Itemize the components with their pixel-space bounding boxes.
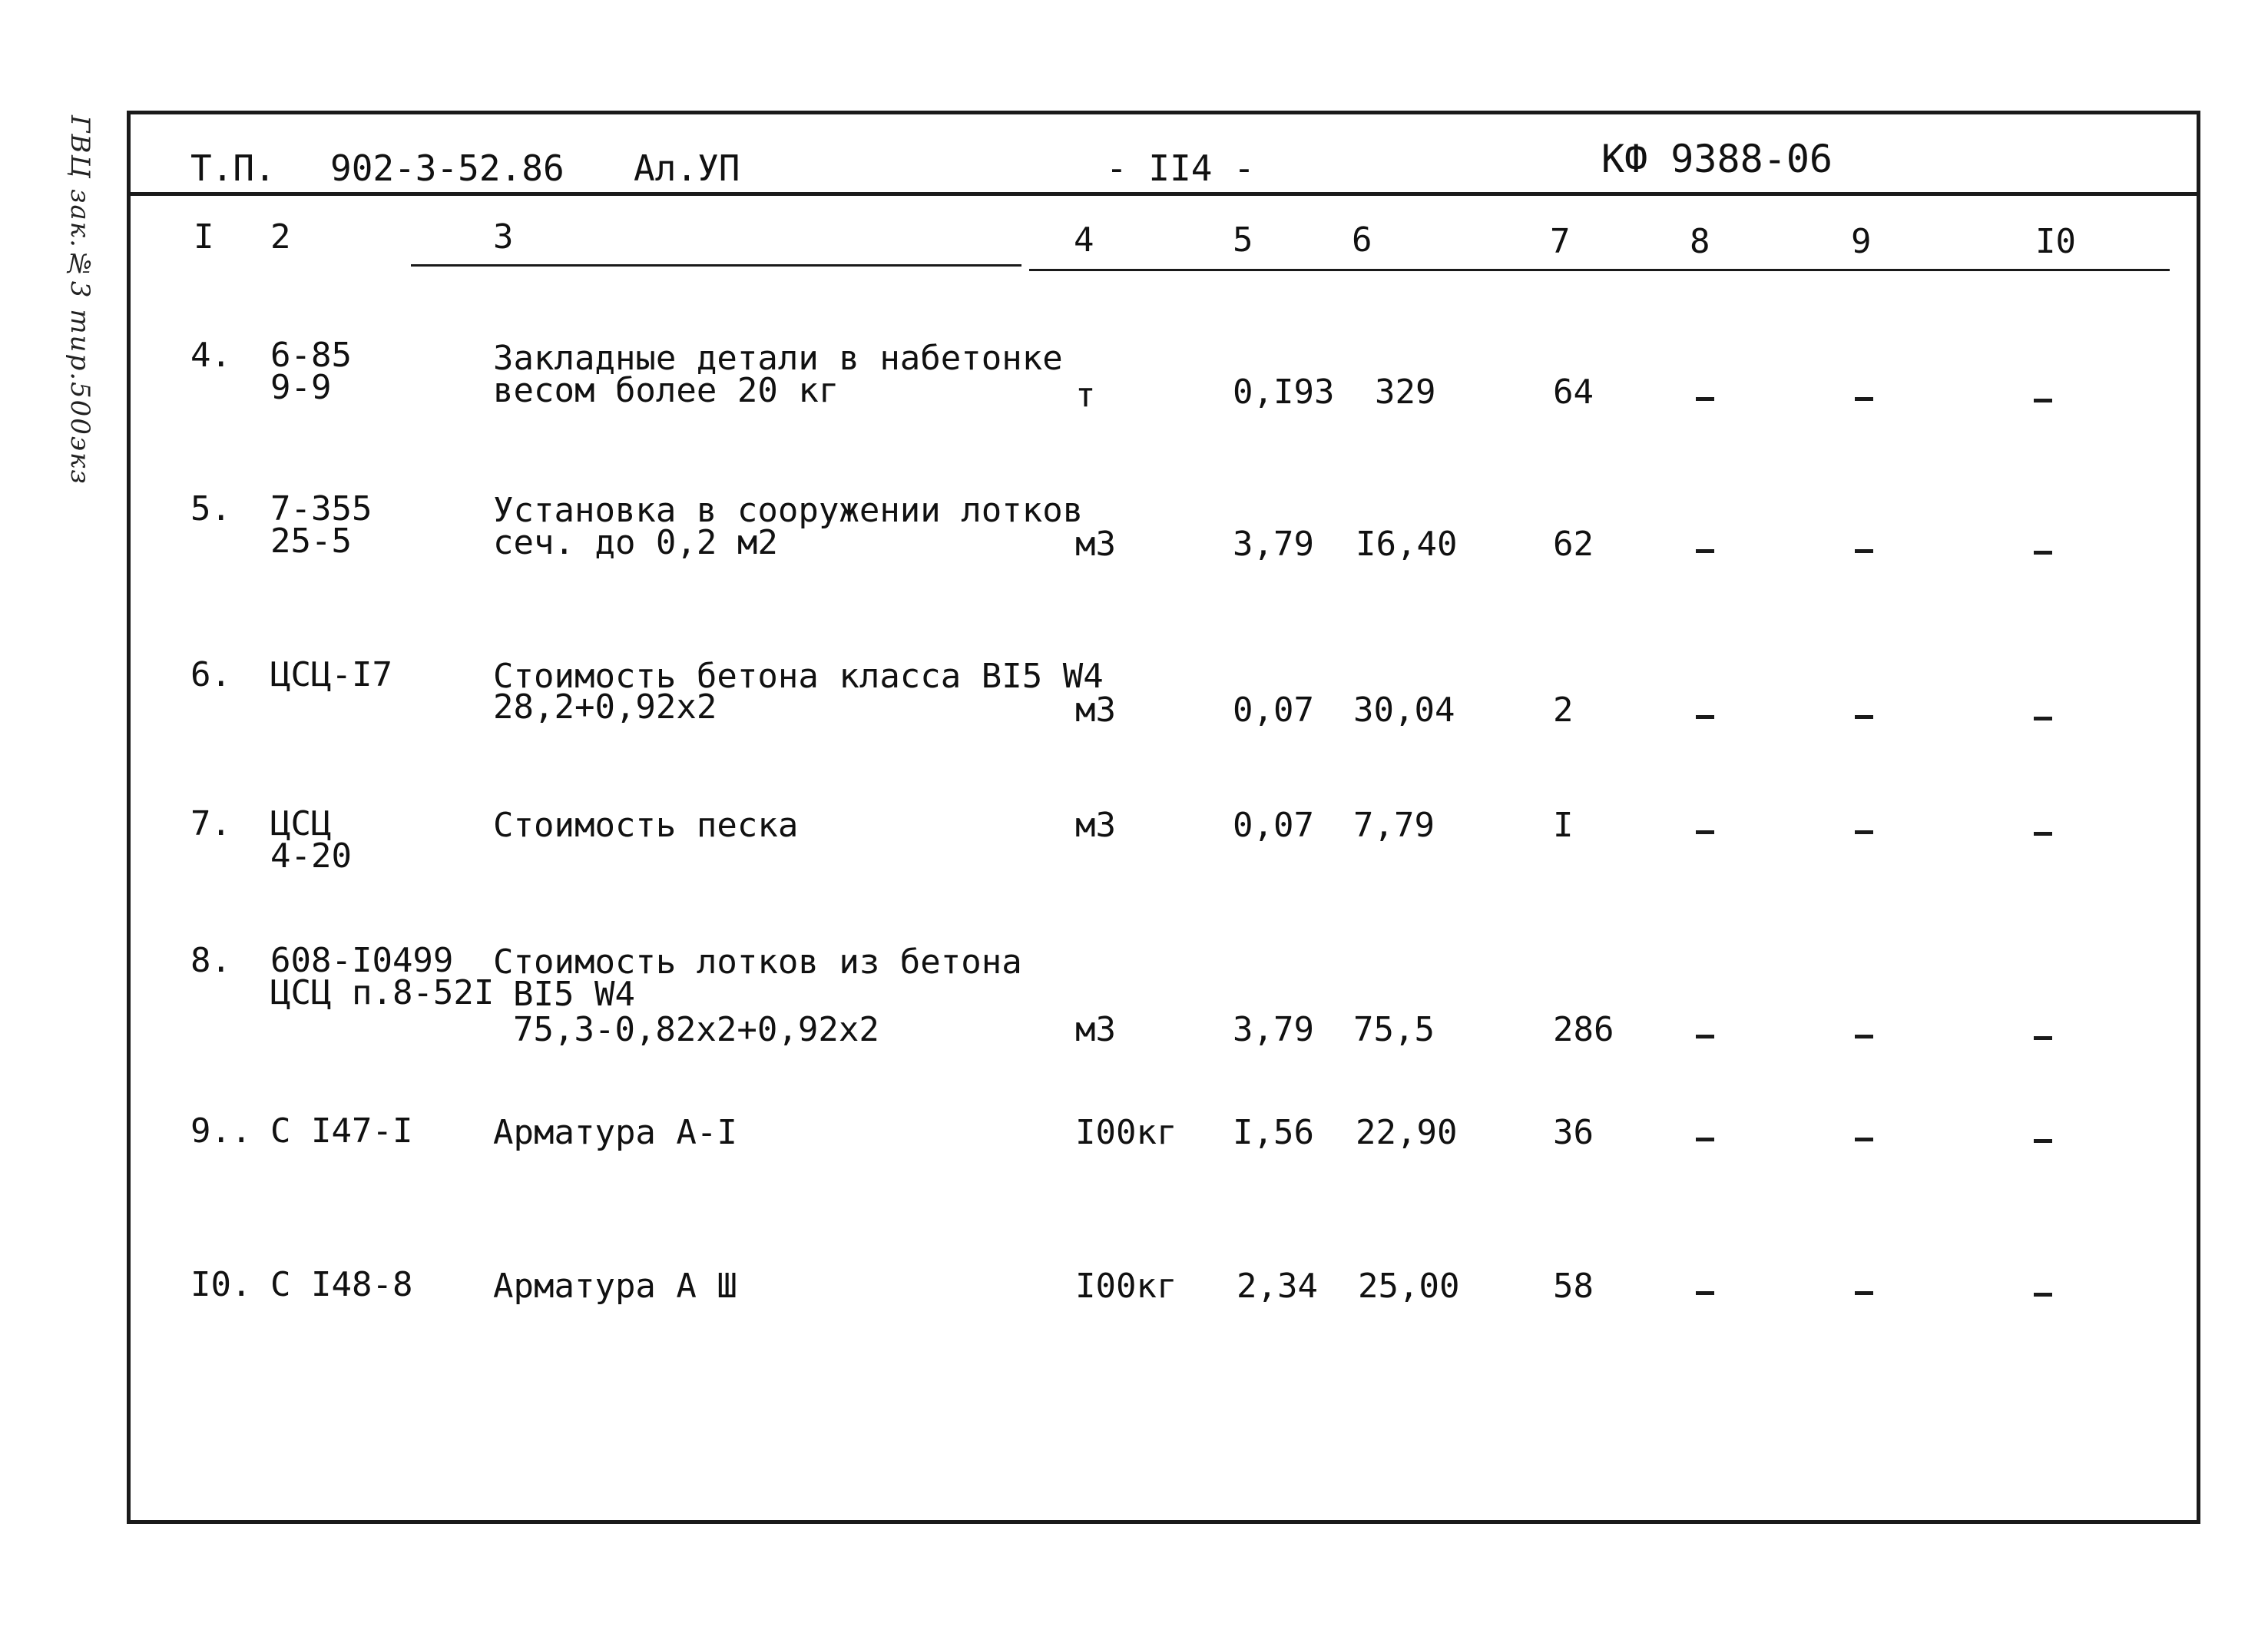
dash-mark (1696, 1035, 1714, 1038)
row-code: 6-85 (270, 336, 352, 375)
row-unit: м3 (1075, 525, 1116, 564)
dash-mark (1696, 397, 1714, 401)
row-description: Закладные детали в набетонке (493, 339, 1063, 378)
row-total: 58 (1553, 1267, 1594, 1306)
dash-mark (1855, 1035, 1873, 1038)
row-description: 28,2+0,92х2 (493, 687, 717, 727)
row-code: 9-9 (270, 368, 332, 407)
dash-mark (1855, 1291, 1873, 1295)
dash-mark (2034, 832, 2052, 836)
row-price: 75,5 (1353, 1010, 1435, 1049)
dash-mark (1855, 715, 1873, 719)
row-number: 7. (190, 804, 231, 843)
row-unit: м3 (1075, 1010, 1116, 1049)
row-price: 30,04 (1353, 691, 1455, 730)
row-total: 2 (1553, 691, 1574, 730)
row-description: 75,3-0,82х2+0,92х2 (513, 1010, 879, 1049)
col-head-2: 2 (270, 217, 291, 257)
row-code: 4-20 (270, 836, 352, 876)
row-price: I6,40 (1356, 525, 1458, 564)
col-underline-3 (411, 264, 1021, 267)
col-head-6: 6 (1352, 220, 1372, 260)
dash-mark (2034, 551, 2052, 555)
doc-tp: Т.П. (190, 147, 276, 189)
row-code: 7-355 (270, 489, 372, 528)
row-description: Стоимость песка (493, 806, 799, 845)
col-head-1: I (194, 217, 214, 257)
row-total: I (1553, 806, 1574, 845)
row-description: Стоимость бетона класса BI5 W4 (493, 657, 1104, 696)
row-price: 7,79 (1353, 806, 1435, 845)
side-note: ГВЦ зак.№3 тир.500экз (65, 115, 95, 485)
row-quantity: 0,I93 (1233, 373, 1335, 412)
row-unit: м3 (1075, 806, 1116, 845)
row-code: ЦСЦ-I7 (270, 655, 392, 694)
header-divider (127, 192, 2200, 196)
dash-mark (2034, 717, 2052, 720)
row-description: весом более 20 кг (493, 371, 839, 410)
dash-mark (1696, 830, 1714, 834)
row-quantity: 2,34 (1237, 1267, 1318, 1306)
doc-page-number: - II4 - (1106, 147, 1255, 189)
row-code: ЦСЦ п.8-52I (270, 973, 495, 1012)
row-number: 4. (190, 336, 231, 375)
dash-mark (1855, 1138, 1873, 1141)
col-head-10: I0 (2035, 222, 2076, 261)
row-unit: I00кг (1075, 1267, 1177, 1306)
row-code: 25-5 (270, 522, 352, 561)
dash-mark (1855, 397, 1873, 401)
row-unit: I00кг (1075, 1113, 1177, 1152)
col-head-3: 3 (493, 217, 514, 257)
row-unit: т (1075, 376, 1096, 415)
dash-mark (1696, 1138, 1714, 1141)
row-description: Арматура А Ш (493, 1267, 737, 1306)
row-quantity: 0,07 (1233, 691, 1314, 730)
doc-album: Ал.УП (634, 147, 740, 189)
row-description: Арматура А-I (493, 1113, 737, 1152)
doc-project: 902-3-52.86 (330, 147, 565, 189)
row-code: С I47-I (270, 1111, 413, 1151)
row-quantity: 0,07 (1233, 806, 1314, 845)
row-total: 64 (1553, 373, 1594, 412)
row-unit: м3 (1075, 691, 1116, 730)
row-code: ЦСЦ (270, 804, 332, 843)
col-head-7: 7 (1550, 222, 1571, 261)
col-head-4: 4 (1074, 220, 1094, 260)
row-price: 22,90 (1356, 1113, 1458, 1152)
row-quantity: 3,79 (1233, 525, 1314, 564)
row-total: 286 (1553, 1010, 1614, 1049)
row-code: С I48-8 (270, 1265, 413, 1304)
dash-mark (2034, 1139, 2052, 1143)
dash-mark (1855, 549, 1873, 553)
table-frame (127, 111, 2200, 1524)
row-price: 25,00 (1358, 1267, 1460, 1306)
row-description: сеч. до 0,2 м2 (493, 523, 778, 562)
row-description: BI5 W4 (513, 975, 635, 1014)
row-number: 6. (190, 655, 231, 694)
col-head-8: 8 (1690, 222, 1710, 261)
row-number: 8. (190, 941, 231, 980)
row-number: 5. (190, 489, 231, 528)
col-head-9: 9 (1851, 222, 1872, 261)
col-underline-4-10 (1029, 269, 2170, 271)
row-quantity: I,56 (1233, 1113, 1314, 1152)
dash-mark (2034, 399, 2052, 402)
row-description: Установка в сооружении лотков (493, 491, 1084, 530)
row-code: 608-I0499 (270, 941, 454, 980)
dash-mark (2034, 1293, 2052, 1297)
dash-mark (1696, 715, 1714, 719)
doc-code: КФ 9388-06 (1601, 137, 1833, 181)
row-quantity: 3,79 (1233, 1010, 1314, 1049)
col-head-5: 5 (1233, 220, 1253, 260)
row-description: Стоимость лотков из бетона (493, 942, 1022, 982)
dash-mark (1696, 1291, 1714, 1295)
dash-mark (1855, 830, 1873, 834)
row-total: 36 (1553, 1113, 1594, 1152)
row-total: 62 (1553, 525, 1594, 564)
dash-mark (1696, 549, 1714, 553)
row-number: 9.. (190, 1111, 252, 1151)
row-price: 329 (1375, 373, 1436, 412)
row-number: I0. (190, 1265, 252, 1304)
dash-mark (2034, 1036, 2052, 1040)
